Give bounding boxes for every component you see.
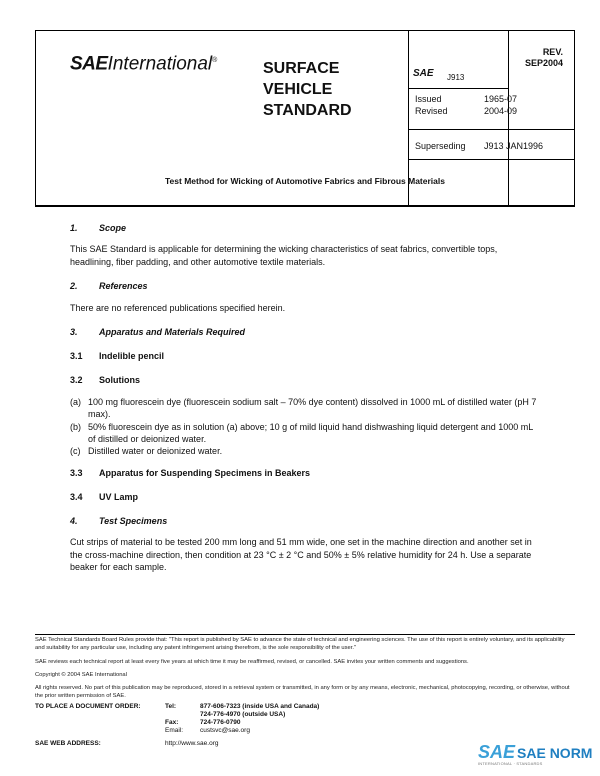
- section-2-heading: 2. References: [70, 281, 148, 291]
- web-address-label: SAE WEB ADDRESS:: [35, 740, 101, 747]
- revised-label: Revised: [415, 106, 448, 116]
- document-type-title: SURFACE VEHICLE STANDARD: [263, 60, 352, 119]
- web-address-link[interactable]: http://www.sae.org: [165, 740, 219, 747]
- footer-copyright: Copyright © 2004 SAE International: [35, 672, 127, 678]
- email-label: Email:: [165, 727, 184, 734]
- superseding-value: J913 JAN1996: [484, 141, 544, 151]
- section-1-text: This SAE Standard is applicable for determining the wicking characteristics of seat fabrics, convertible tops, headlining, fiber padding, and other automotive textile materials.: [70, 244, 498, 267]
- tel-label: Tel:: [165, 703, 177, 710]
- document-title: Test Method for Wicking of Automotive Fabrics and Fibrous Materials: [165, 176, 445, 186]
- section-3-2-heading: 3.2 Solutions: [70, 375, 140, 385]
- email-link[interactable]: custsvc@sae.org: [200, 727, 250, 734]
- solution-item: (c) Distilled water or deionized water.: [70, 446, 223, 456]
- section-3-heading: 3. Apparatus and Materials Required: [70, 327, 246, 337]
- header-row-line-3: [408, 159, 574, 160]
- footer-review-notice: SAE reviews each technical report at least every five years at which time it may be reaffirmed, revised, or cancelled. SAE invites your written comments and suggestions.: [35, 659, 469, 665]
- title-underline: [35, 205, 575, 206]
- fax-value: 724-776-0790: [200, 719, 241, 726]
- section-2-text: There are no referenced publications specified herein.: [70, 303, 286, 313]
- sae-mini-logo: SAE: [413, 68, 434, 79]
- order-label: TO PLACE A DOCUMENT ORDER:: [35, 703, 141, 710]
- section-4-heading: 4. Test Specimens: [70, 516, 168, 526]
- revised-value: 2004-09: [484, 106, 518, 116]
- footer-rights-notice: All rights reserved. No part of this publication may be reproduced, stored in a retrieval system or transmitted, in any form or by any means, electronic, mechanical, photocopying, recording, or otherwise, without the prior written permission of SAE.: [35, 685, 570, 699]
- section-3-4-heading: 3.4 UV Lamp: [70, 492, 139, 502]
- sae-norm-brand: SAE SAE NORM INTERNATIONAL · STANDARDS: [478, 742, 593, 766]
- header-row-line-2: [408, 129, 574, 130]
- sae-norm-logo-icon: SAE: [478, 742, 516, 762]
- footer-rules-notice: SAE Technical Standards Board Rules provide that: "This report is published by SAE to advance the state of technical and engineering sciences. The use of this report is entirely voluntary, and its applicability and suitability for any particular use, including any patent infringement arising therefrom, is the sole responsibility of the user.": [35, 637, 565, 651]
- header-row-line-1: [408, 88, 508, 89]
- footer-rule: [35, 634, 575, 635]
- issued-value: 1965-07: [484, 94, 518, 104]
- issued-label: Issued: [415, 94, 442, 104]
- section-4-text: Cut strips of material to be tested 200 mm long and 51 mm wide, one set in the machine direction and another set in the cross-machine direction, then condition at 23 °C ± 2 °C and 50% ± 5% relative humidity for 24 h. Use a separate beaker for each sample.: [70, 537, 532, 572]
- section-3-1-heading: 3.1 Indelible pencil: [70, 351, 165, 361]
- solution-item: (a) 100 mg fluorescein dye (fluorescein sodium salt – 70% dye content) dissolved in 1000 mL of distilled water (pH 7 max).: [70, 397, 537, 419]
- fax-label: Fax:: [165, 719, 179, 726]
- tel-value-1: 877-606-7323 (inside USA and Canada): [200, 703, 320, 710]
- document-number: J913: [447, 73, 465, 82]
- superseding-label: Superseding: [415, 141, 466, 151]
- sae-international-logo: SAEInternational®: [70, 53, 218, 75]
- revision-block: REV. SEP2004: [524, 47, 563, 68]
- tel-value-2: 724-776-4970 (outside USA): [200, 711, 286, 718]
- section-1-heading: 1. Scope: [70, 223, 127, 233]
- section-3-3-heading: 3.3 Apparatus for Suspending Specimens in Beakers: [70, 468, 311, 478]
- solution-item: (b) 50% fluorescein dye as in solution (a) above; 10 g of mild liquid hand dishwashing liquid detergent and 1000 mL of distilled or deionized water.: [70, 422, 533, 444]
